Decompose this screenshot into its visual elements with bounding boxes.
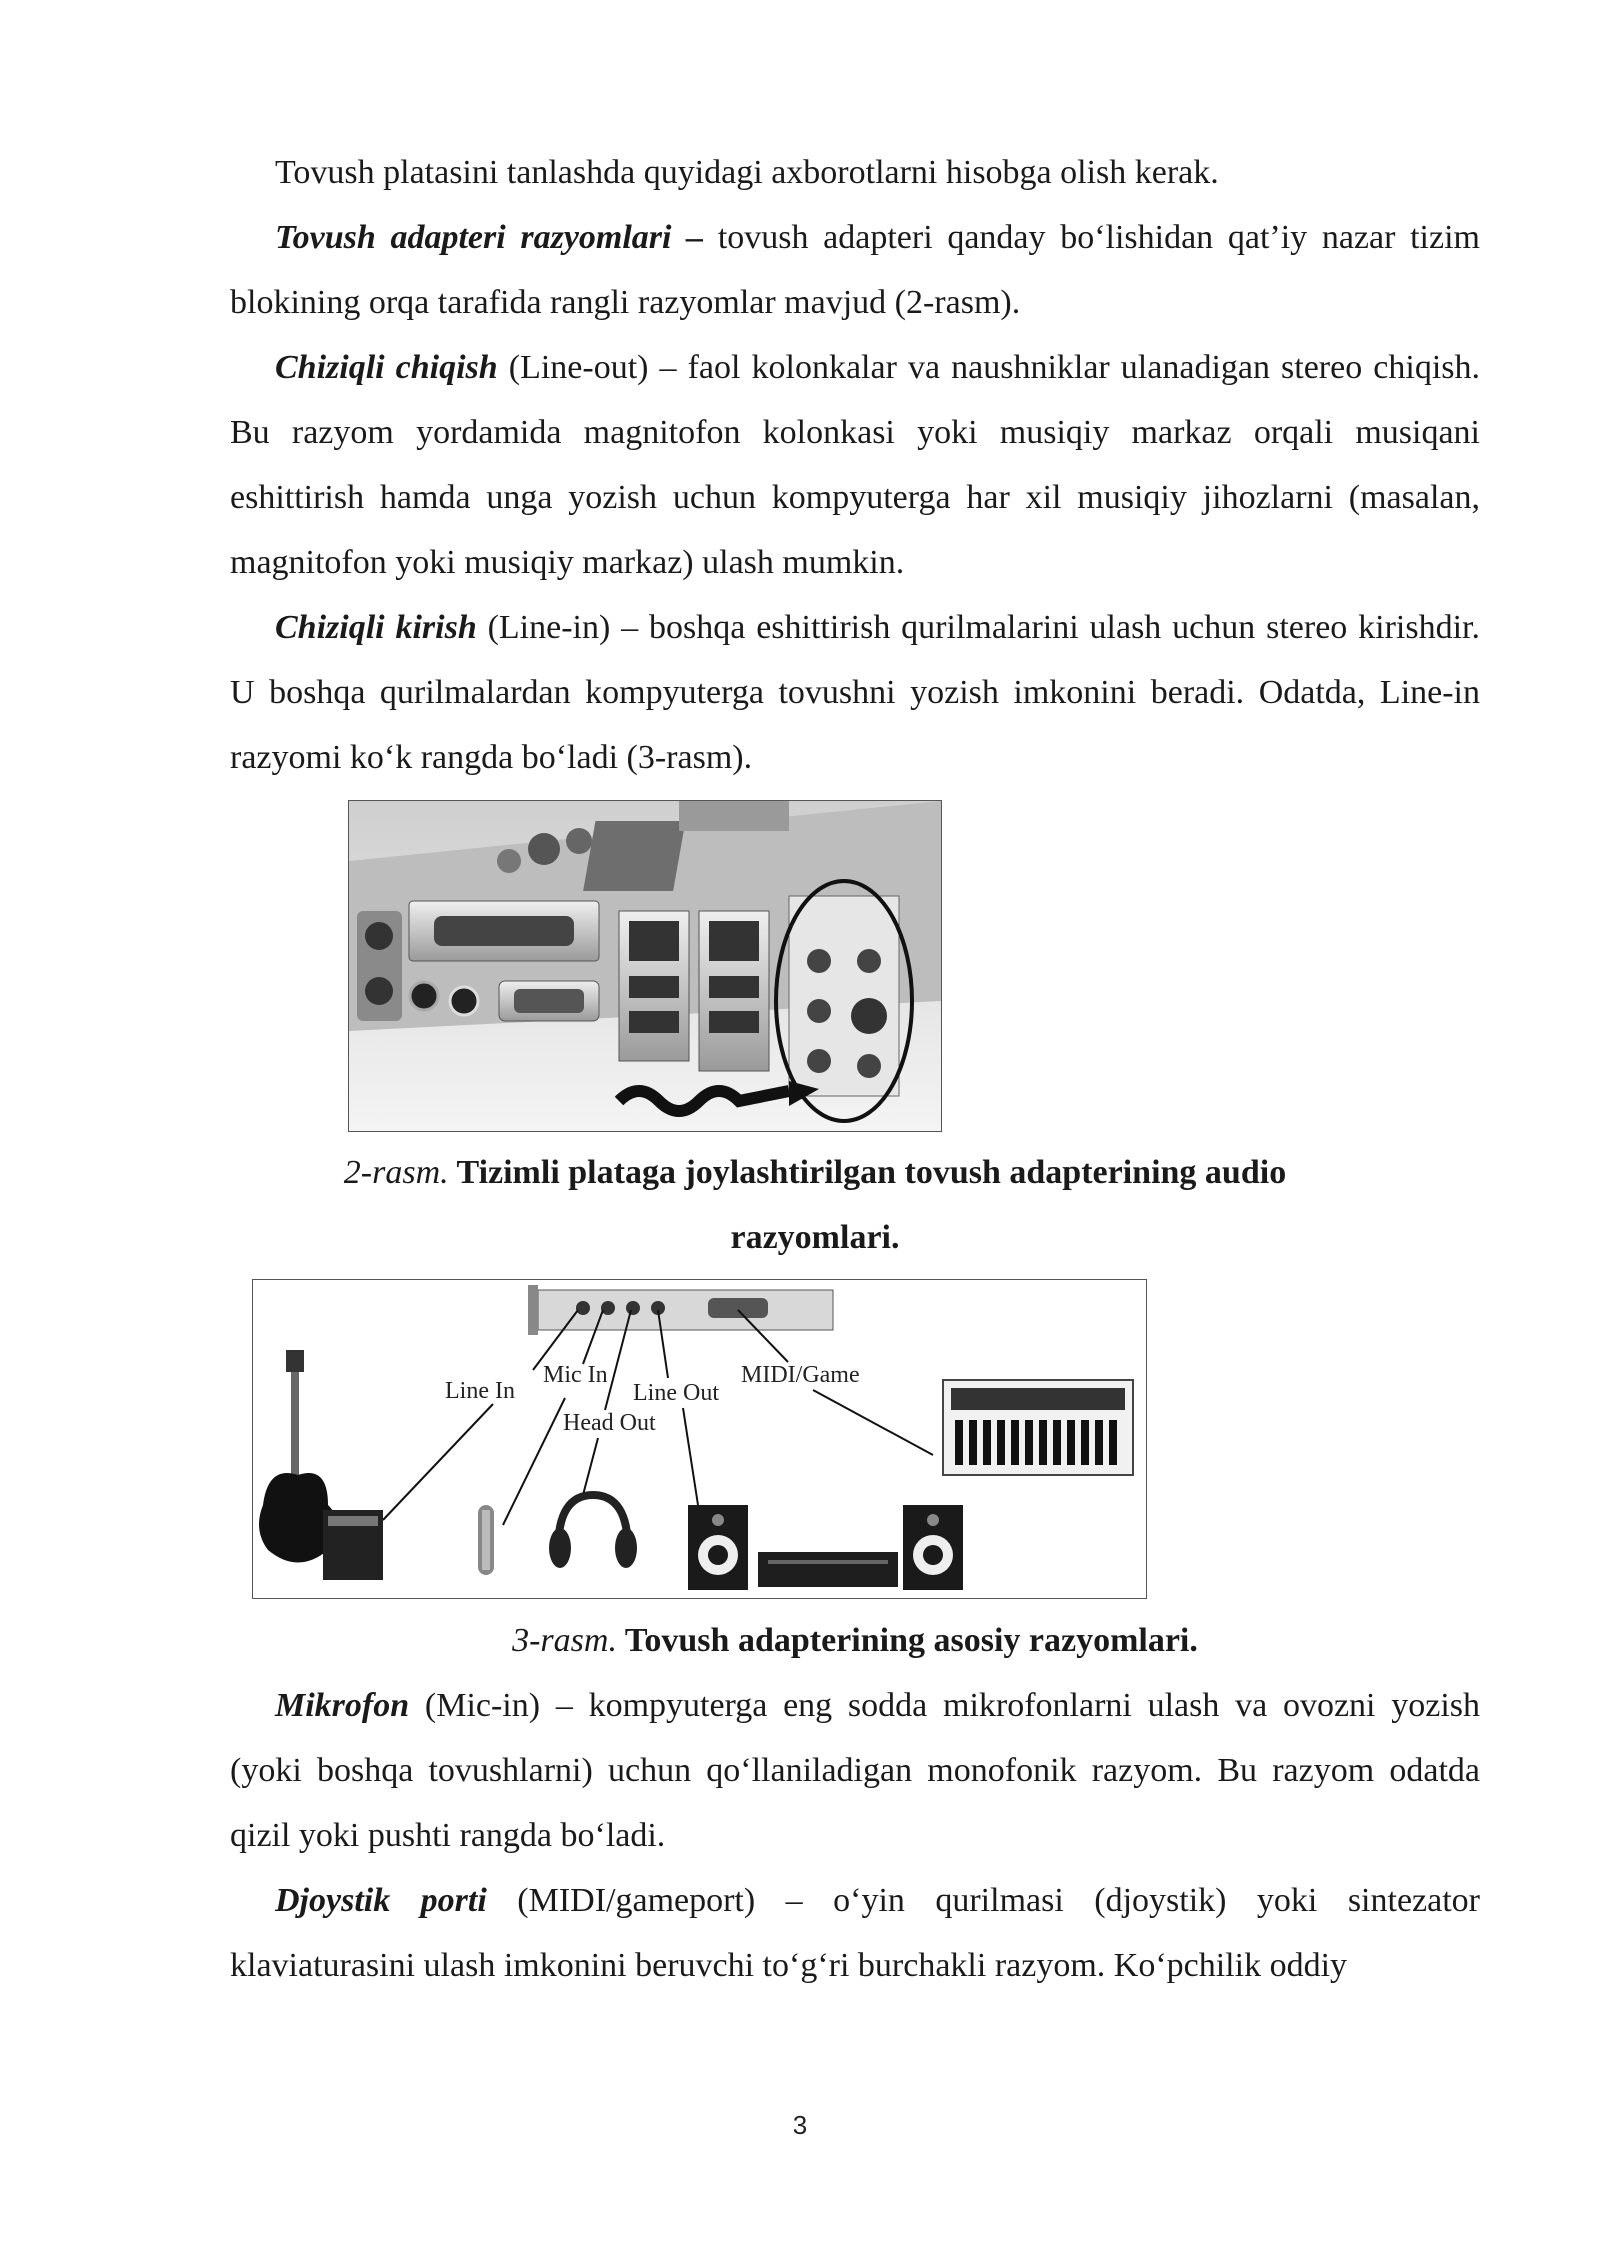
figure-2-caption: [270, 1140, 1360, 1270]
lower-text-block: [230, 1673, 1480, 1998]
paragraph-6: [230, 1868, 1480, 1998]
label-midi-game: MIDI/Game: [741, 1362, 860, 1388]
term-line-out: Chiziqli chiqish: [275, 349, 498, 386]
amplifier-icon: [323, 1510, 383, 1580]
paragraph-3-text: (Line-out) – faol kolonkalar va naushniklar ulanadigan stereo chiqish. Bu razyom yordamida magnitofon kolonkasi yoki musiqiy markaz orqali musiqani eshittirish hamda unga yozish uchun kompyuterga har xil musiqiy jihozlarni (masalan, magnitofon yoki musiqiy markaz) ulash mumkin.: [230, 349, 1480, 581]
audio-receiver-icon: [758, 1552, 898, 1587]
figure-3-caption: [270, 1608, 1440, 1673]
page-number: 3: [792, 2110, 808, 2140]
paragraph-6-text: (MIDI/gameport) – o‘yin qurilmasi (djoystik) yoki sintezator klaviaturasini ulash imkonini beruvchi to‘g‘ri burchakli razyom. Ko‘pchilik oddiy: [230, 1882, 1480, 1984]
label-mic-in: Mic In: [543, 1362, 608, 1388]
figure-3-caption-block: [270, 1608, 1440, 1673]
label-line-in: Line In: [445, 1378, 515, 1404]
paragraph-5-text: (Mic-in) – kompyuterga eng sodda mikrofonlarni ulash va ovozni yozish (yoki boshqa tovushlarni) uchun qo‘llaniladigan monofonik razyom. Bu razyom odatda qizil yoki pushti rangda bo‘ladi.: [230, 1687, 1480, 1854]
right-speaker-icon: [903, 1505, 963, 1590]
figure-2-caption-block: [270, 1140, 1360, 1270]
left-speaker-icon: [688, 1505, 748, 1590]
sound-card-icon: [528, 1285, 833, 1335]
paragraph-2-text: tovush adapteri qanday bo‘lishidan qat’iy nazar tizim blokining orqa tarafida rangli razyomlar mavjud (2-rasm).: [230, 219, 1480, 321]
term-joystick-port: Djoystik porti: [275, 1882, 487, 1919]
paragraph-4-text: (Line-in) – boshqa eshittirish qurilmalarini ulash uchun stereo kirishdir. U boshqa qurilmalardan kompyuterga tovushni yozish imkonini beradi. Odatda, Line-in razyomi ko‘k rangda bo‘ladi (3-rasm).: [230, 609, 1480, 776]
paragraph-2: [230, 205, 1480, 335]
paragraph-4: [230, 595, 1480, 790]
term-microphone: Mikrofon: [275, 1687, 410, 1724]
microphone-icon: [478, 1505, 494, 1575]
term-line-in: Chiziqli kirish: [275, 609, 477, 646]
figure-2-motherboard-photo: [348, 800, 942, 1132]
figure-3-number: 3-rasm.: [512, 1622, 617, 1659]
label-line-out: Line Out: [633, 1380, 719, 1406]
figure-3-connections: [252, 1279, 1147, 1599]
midi-keyboard-icon: [943, 1380, 1133, 1475]
motherboard-illustration: [349, 801, 941, 1131]
upper-text-block: [230, 140, 1480, 790]
sound-card-illustration: [253, 1280, 1146, 1598]
paragraph-1: Tovush platasini tanlashda quyidagi axborotlarni hisobga olish kerak.: [275, 154, 1219, 191]
paragraph-5: [230, 1673, 1480, 1868]
figure-2-number: 2-rasm.: [343, 1154, 449, 1191]
term-sound-adapter-connectors: Tovush adapteri razyomlari –: [275, 219, 704, 256]
headphones-icon: [549, 1495, 637, 1568]
label-head-out: Head Out: [563, 1410, 656, 1436]
paragraph-3: [230, 335, 1480, 595]
figure-3-caption-text: Tovush adapterining asosiy razyomlari.: [616, 1622, 1198, 1659]
figure-2-caption-text: Tizimli plataga joylashtirilgan tovush adapterining audio razyomlari.: [448, 1154, 1287, 1256]
